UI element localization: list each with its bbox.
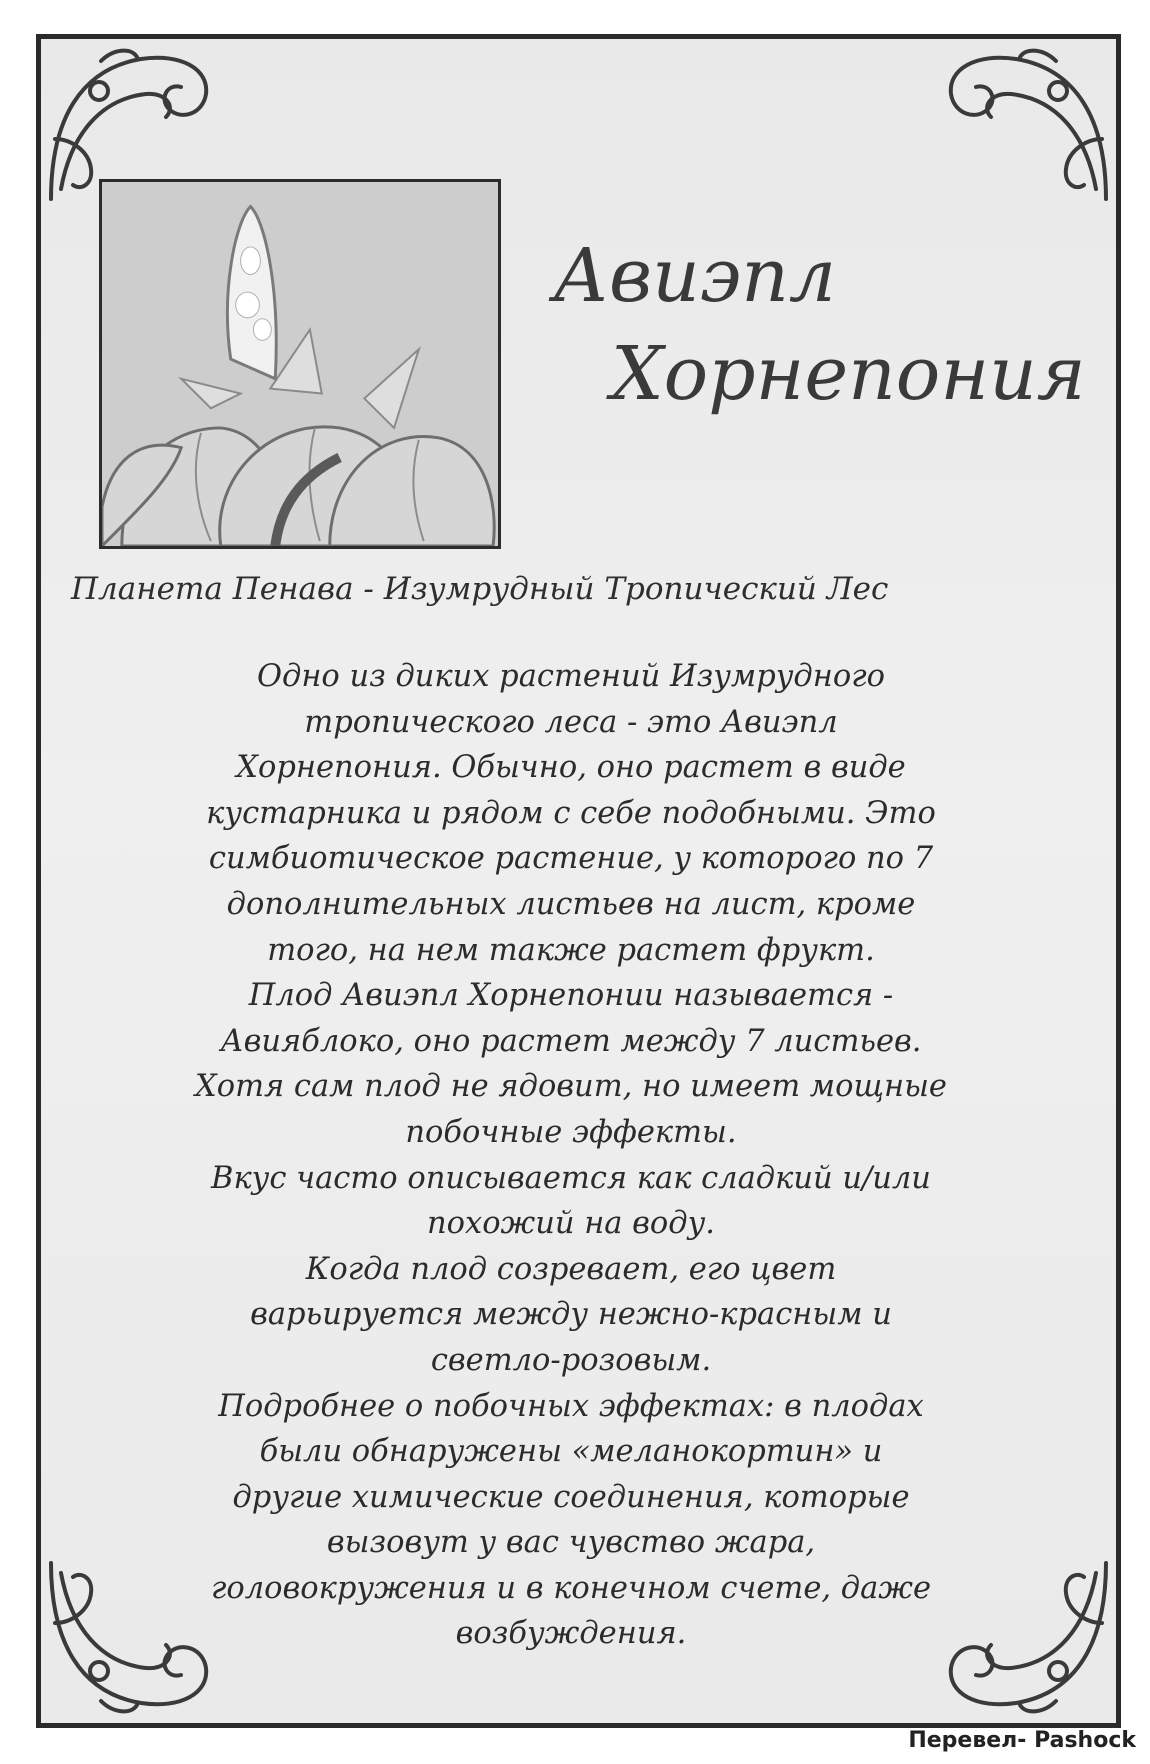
description-line: другие химические соединения, которые (232, 1479, 910, 1515)
description-line: тропического леса - это Авиэпл (304, 704, 838, 740)
description-line: побочные эффекты. (405, 1114, 737, 1150)
description-line: светло-розовым. (430, 1342, 712, 1378)
description-line: Хорнепония. Обычно, оно растет в виде (236, 750, 906, 786)
plant-title-line-2: Хорнепония (611, 331, 1086, 417)
description-line: Одно из диких растений Изумрудного (256, 659, 885, 694)
description-line: дополнительных листьев на лист, кроме (226, 886, 916, 922)
description-line: Плод Авиэпл Хорнепонии называется - (248, 978, 894, 1014)
description-line: были обнаружены «меланокортин» и (259, 1434, 883, 1470)
plant-illustration (99, 179, 501, 549)
page-frame (36, 34, 1121, 1728)
description-line: того, на нем также растет фрукт. (267, 932, 875, 968)
description-line: Подробнее о побочных эффектах: в плодах (218, 1388, 924, 1424)
description-line: головокружения и в конечном счете, даже (210, 1570, 932, 1606)
plant-description (111, 654, 1031, 1657)
description-line: симбиотическое растение, у которого по 7 (208, 841, 934, 877)
translator-credit: Перевел- Pashock (908, 1728, 1136, 1753)
description-line: Авияблоко, оно растет между 7 листьев. (220, 1023, 922, 1059)
description-line: вызовут у вас чувство жара, (326, 1525, 816, 1561)
corner-flourish-icon (941, 39, 1116, 214)
plant-title-line-1: Авиэпл (553, 233, 836, 319)
description-line: варьируется между нежно-красным и (250, 1297, 892, 1333)
description-line: Когда плод созревает, его цвет (305, 1251, 837, 1287)
description-line: возбуждения. (455, 1616, 687, 1652)
description-line: Вкус часто описывается как сладкий и/или (211, 1160, 931, 1196)
plant-location: Планета Пенава - Изумрудный Тропический Лес (71, 571, 889, 607)
description-line: кустарника и рядом с себе подобными. Это (206, 795, 936, 831)
description-line: похожий на воду. (426, 1206, 716, 1242)
description-line: Хотя сам плод не ядовит, но имеет мощные (195, 1069, 947, 1105)
